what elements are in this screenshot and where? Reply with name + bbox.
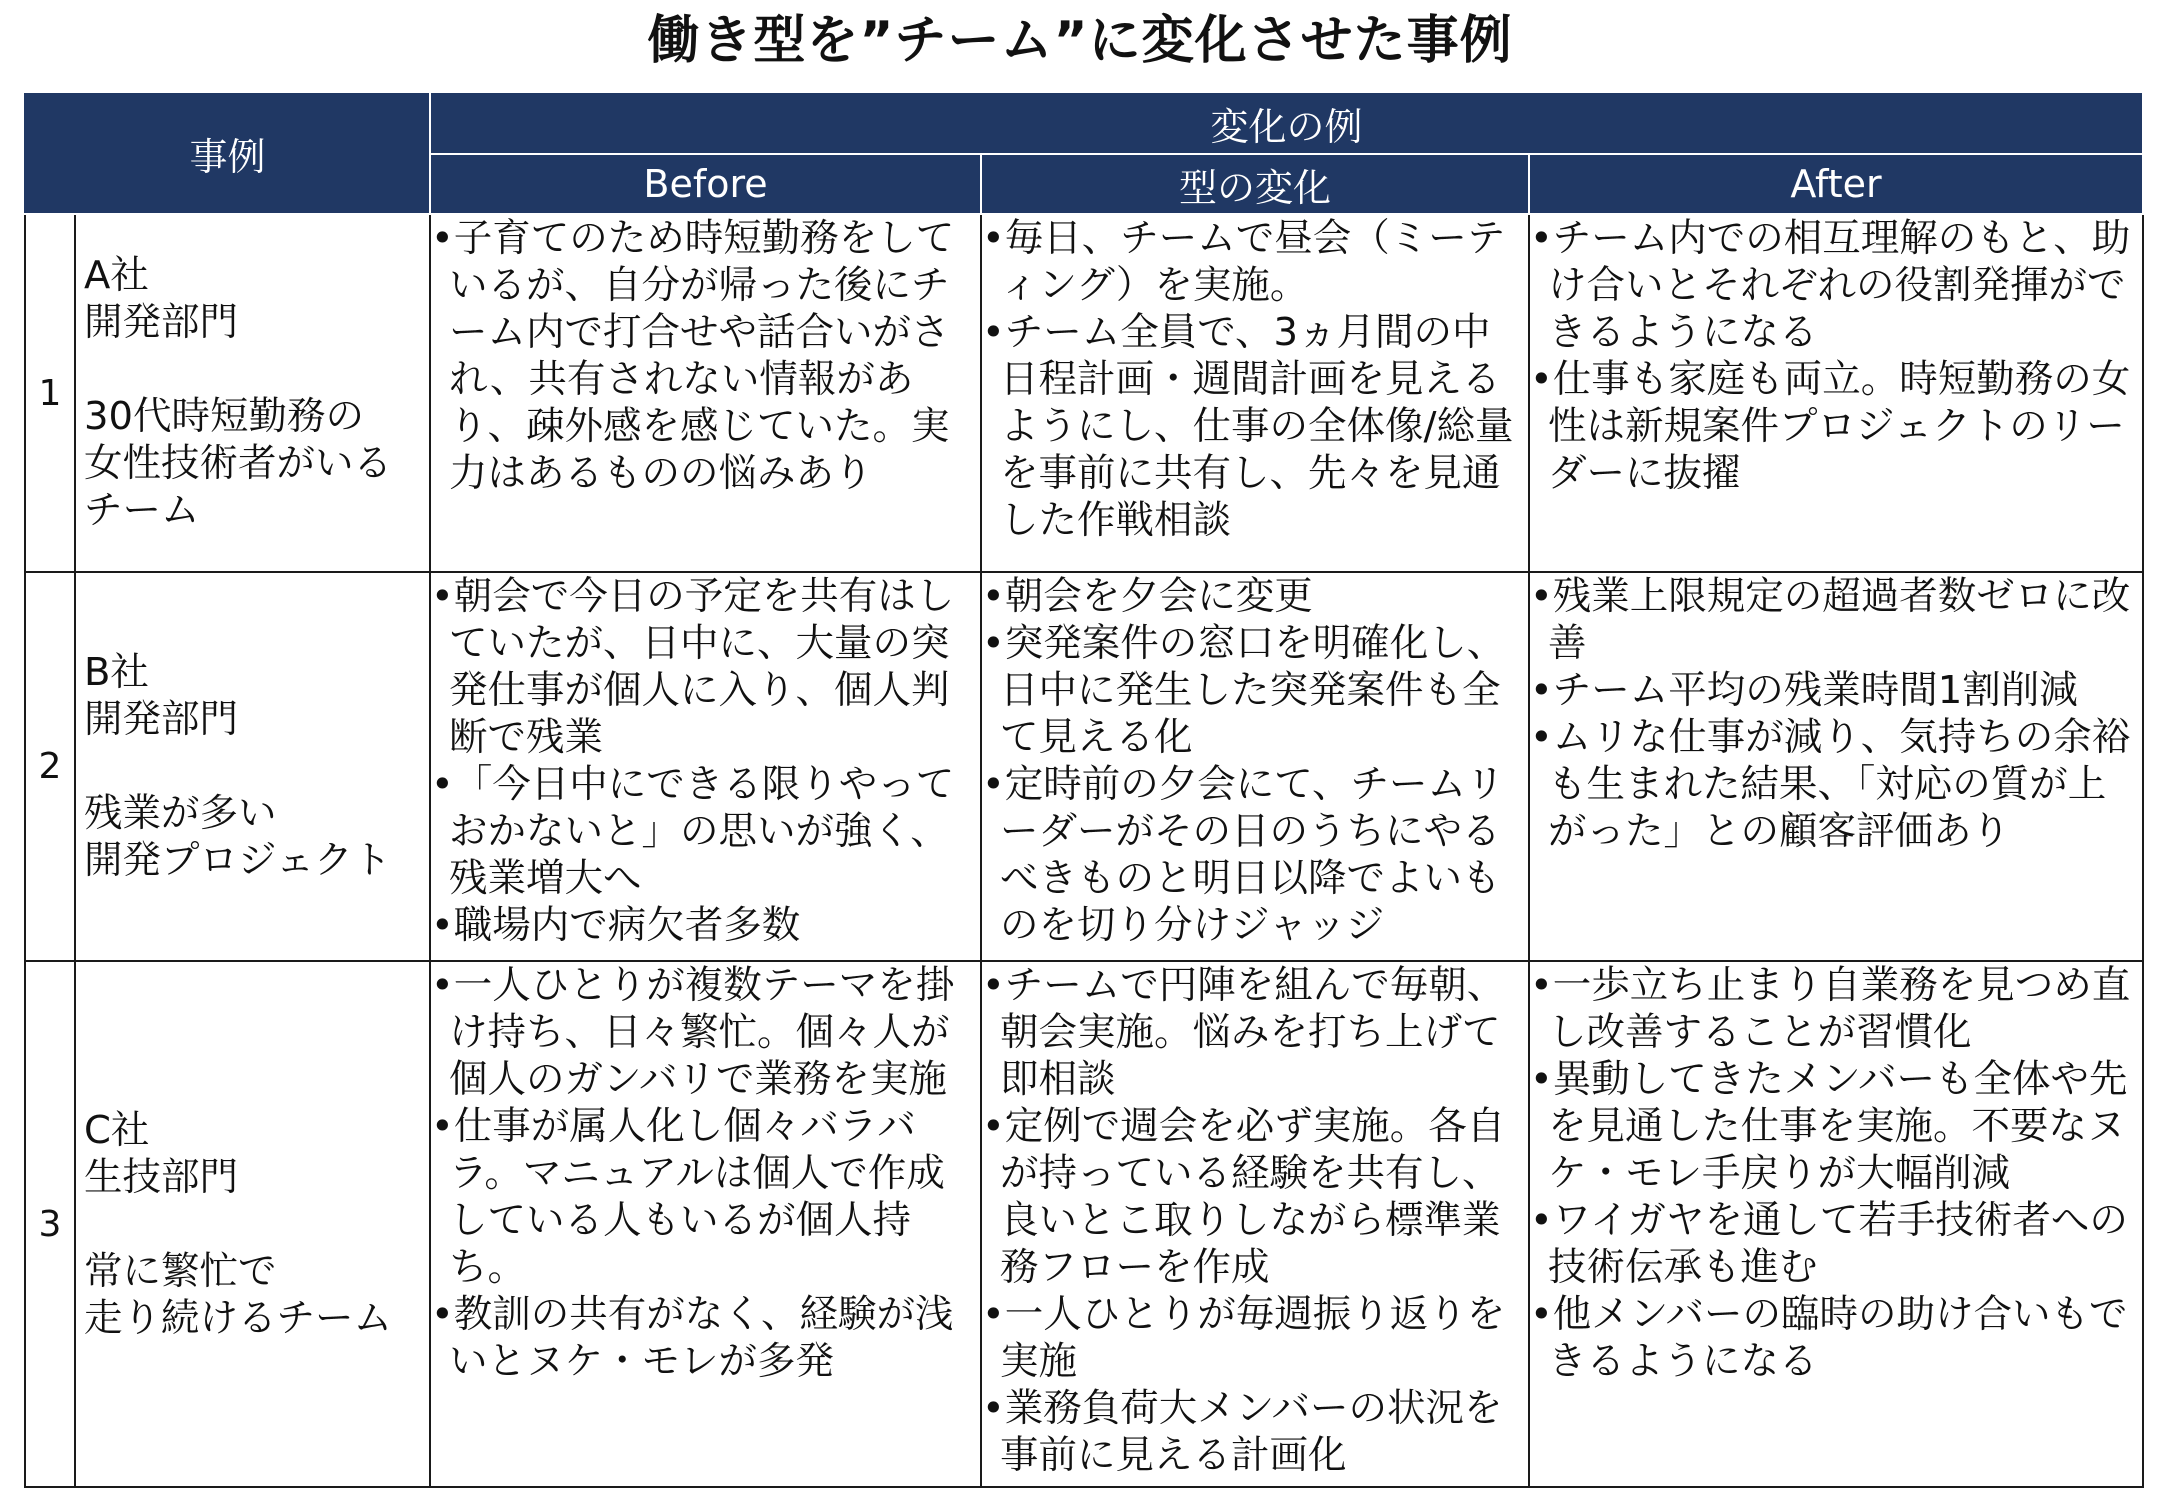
bullet-item: •仕事が属人化し個々バラバラ。マニュアルは個人で作成している人もいるが個人持ち。 <box>431 1104 945 1290</box>
case-name-line: 30代時短勤務の <box>84 394 364 439</box>
case-name-cell <box>75 214 430 572</box>
after-cell <box>1529 961 2143 1487</box>
bullet-item: •「今日中にできる限りやっておかないと」の思いが強く、残業増大へ <box>431 762 955 901</box>
case-name-line: C社 <box>84 1107 150 1153</box>
table-row <box>25 961 2143 1487</box>
after-column-header: After <box>1529 154 2143 214</box>
after-cell <box>1529 572 2143 961</box>
case-table <box>24 91 2144 1488</box>
before-column-header: Before <box>430 154 981 214</box>
row-number: 3 <box>25 961 75 1487</box>
case-name-line: 走り続けるチーム <box>84 1295 393 1341</box>
before-cell <box>430 961 981 1487</box>
bullet-item: •一歩立ち止まり自業務を見つめ直し改善することが習慣化 <box>1530 963 2131 1055</box>
change-cell <box>981 572 1529 961</box>
row-number: 1 <box>25 214 75 572</box>
bullet-item: •突発案件の窓口を明確化し、日中に発生した突発案件も全て見える化 <box>982 621 1506 760</box>
page-title: 働き型を”チーム”に変化させた事例 <box>647 11 1513 71</box>
bullet-item: •残業上限規定の超過者数ゼロに改善 <box>1530 574 2131 666</box>
case-name-cell <box>75 961 430 1487</box>
bullet-item: •子育てのため時短勤務をしているが、自分が帰った後にチーム内で打合せや話合いがされ、共有されない情報があり、疎外感を感じていた。実力はあるものの悩みあり <box>431 216 955 496</box>
case-name-line: A社 <box>84 253 149 298</box>
case-name-line: 生技部門 <box>84 1154 239 1200</box>
bullet-item: •他メンバーの臨時の助け合いもできるようになる <box>1530 1292 2128 1384</box>
case-name-gap <box>84 1201 429 1248</box>
bullet-item: •チーム平均の残業時間1割削減 <box>1530 668 2078 713</box>
bullet-item: •ワイガヤを通して若手技術者への技術伝承も進む <box>1530 1198 2128 1290</box>
bullet-item: •職場内で病欠者多数 <box>431 903 801 948</box>
bullet-item: •定時前の夕会にて、チームリーダーがその日のうちにやるべきものと明日以降でよいものを切り分けジャッジ <box>982 762 1505 948</box>
case-name-line: 残業が多い <box>84 791 277 836</box>
bullet-item: •定例で週会を必ず実施。各自が持っている経験を共有し、良いとこ取りしながら標準業務フローを作成 <box>982 1104 1506 1290</box>
table-row <box>25 214 2143 572</box>
bullet-item: •異動してきたメンバーも全体や先を見通した仕事を実施。不要なヌケ・モレ手戻りが大幅削減 <box>1530 1057 2128 1196</box>
bullet-item: •一人ひとりが複数テーマを掛け持ち、日々繁忙。個々人が個人のガンバリで業務を実施 <box>431 963 955 1102</box>
case-column-header: 事例 <box>25 92 430 214</box>
bullet-item: •チーム全員で、3ヵ月間の中日程計画・週間計画を見えるようにし、仕事の全体像/総量を事前に共有し、先々を見通した作戦相談 <box>982 310 1514 543</box>
bullet-item: •朝会を夕会に変更 <box>982 574 1313 619</box>
table-row <box>25 572 2143 961</box>
case-name-gap <box>84 346 429 393</box>
case-name-line: 開発部門 <box>84 697 239 742</box>
after-cell <box>1529 214 2143 572</box>
bullet-item: •毎日、チームで昼会（ミーティング）を実施。 <box>982 216 1506 308</box>
change-cell <box>981 961 1529 1487</box>
bullet-item: •業務負荷大メンバーの状況を事前に見える計画化 <box>982 1386 1503 1478</box>
change-cell <box>981 214 1529 572</box>
bullet-item: •教訓の共有がなく、経験が浅いとヌケ・モレが多発 <box>431 1292 954 1384</box>
row-number: 2 <box>25 572 75 961</box>
bullet-item: •仕事も家庭も両立。時短勤務の女性は新規案件プロジェクトのリーダーに抜擢 <box>1530 357 2131 496</box>
case-name-line: 開発プロジェクト <box>84 838 392 883</box>
bullet-item: •一人ひとりが毎週振り返りを実施 <box>982 1292 1506 1384</box>
case-name-gap <box>84 743 429 790</box>
case-name-line: チーム <box>84 488 200 533</box>
before-cell <box>430 572 981 961</box>
change-example-header: 変化の例 <box>430 92 2143 154</box>
before-cell <box>430 214 981 572</box>
bullet-item: •チーム内での相互理解のもと、助け合いとそれぞれの役割発揮ができるようになる <box>1530 216 2131 355</box>
case-name-line: 開発部門 <box>84 300 239 345</box>
change-column-header: 型の変化 <box>981 154 1529 214</box>
case-name-line: B社 <box>84 650 149 695</box>
case-name-line: 常に繁忙で <box>84 1248 277 1294</box>
bullet-item: •ムリな仕事が減り、気持ちの余裕も生まれた結果、「対応の質が上がった」との顧客評価あり <box>1530 715 2131 854</box>
bullet-item: •チームで円陣を組んで毎朝、朝会実施。悩みを打ち上げて即相談 <box>982 963 1506 1102</box>
bullet-item: •朝会で今日の予定を共有はしていたが、日中に、大量の突発仕事が個人に入り、個人判断で残業 <box>431 574 955 760</box>
case-name-line: 女性技術者がいる <box>84 441 393 486</box>
case-name-cell <box>75 572 430 961</box>
